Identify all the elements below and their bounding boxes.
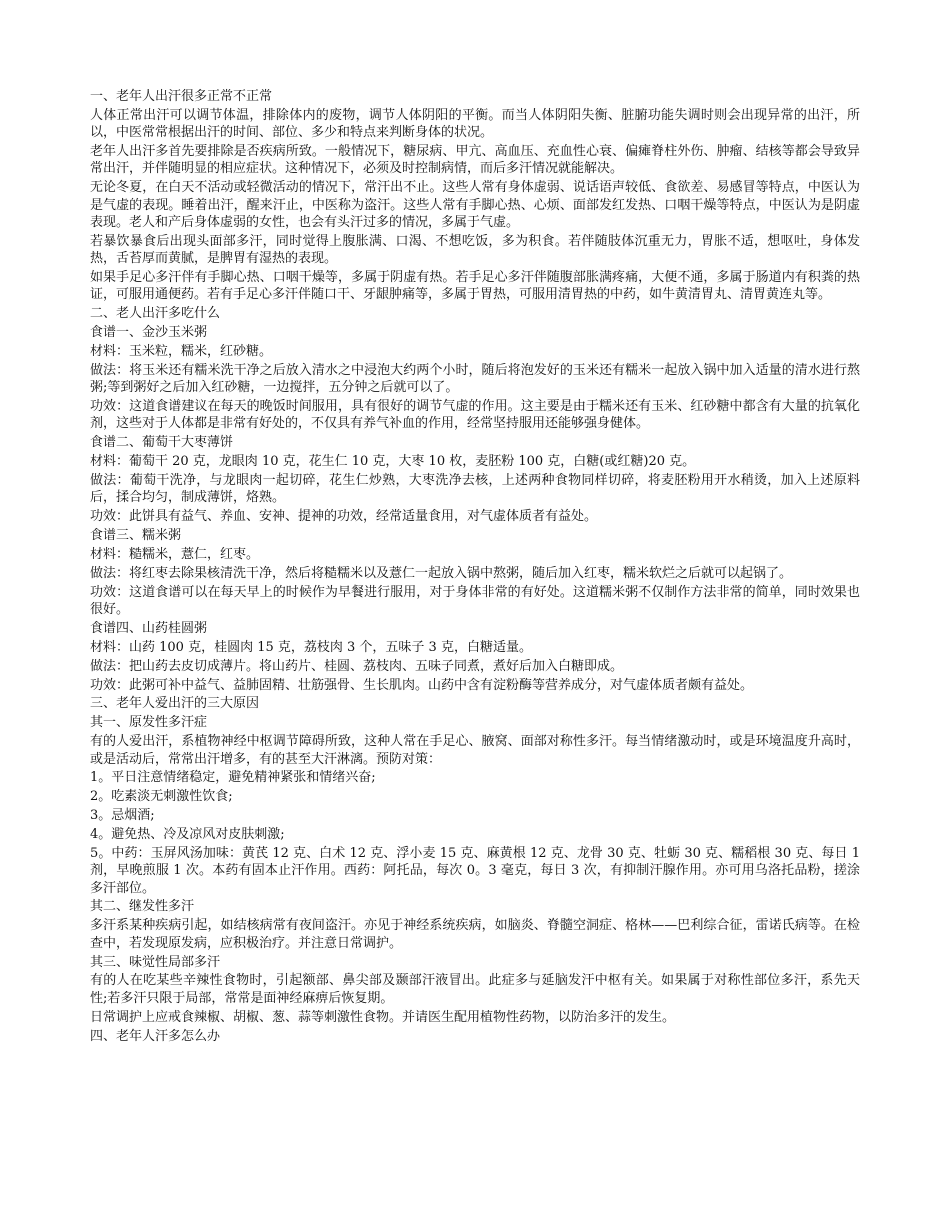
paragraph: 4。避免热、冷及凉风对皮肤刺激;: [90, 827, 285, 843]
paragraph: 日常调护上应戒食辣椒、胡椒、葱、蒜等刺激性食物。并请医生配用植物性药物，以防治多汗的发生。: [90, 1009, 676, 1025]
paragraph: 做法：葡萄干洗净，与龙眼肉一起切碎，花生仁炒熟，大枣洗净去核，上述两种食物同样切碎，将麦胚粉用开水稍烫，加入上述原料后，揉合均匀，制成薄饼，烙熟。: [90, 472, 860, 506]
paragraph: 多汗系某种疾病引起，如结核病常有夜间盗汗。亦见于神经系统疾病，如脑炎、脊髓空洞症、格林——巴利综合征，雷诺氏病等。在检查中，若发现原发病，应积极治疗。并注意日常调护。: [90, 918, 860, 951]
paragraph: 功效：这道食谱建议在每天的晚饭时间服用，具有很好的调节气虚的作用。这主要是由于糯米还有玉米、红砂糖中都含有大量的抗氧化剂，这些对于人体都是非常有好处的，不仅具有养气补血的作用，经常坚持服用还能够强身健体。: [90, 398, 860, 432]
paragraph: 若暴饮暴食后出现头面部多汗，同时觉得上腹胀满、口渴、不想吃饭，多为积食。若伴随肢体沉重无力，胃胀不适，想呕吐，身体发热，舌苔厚而黄腻，是脾胃有湿热的表现。: [90, 233, 860, 267]
paragraph: 食谱三、糯米粥: [90, 528, 182, 544]
paragraph: 其二、继发性多汗: [90, 899, 195, 915]
paragraph: 其三、味觉性局部多汗: [90, 954, 221, 970]
paragraph: 做法：将玉米还有糯米洗干净之后放入清水之中浸泡大约两个小时，随后将泡发好的玉米还有糯米一起放入锅中加入适量的清水进行熬粥;等到粥好之后加入红砂糖，一边搅拌，五分钟之后就可以了。: [90, 362, 860, 396]
paragraph: 一、老年人出汗很多正常不正常: [90, 89, 273, 104]
paragraph: 无论冬夏，在白天不活动或轻微活动的情况下，常汗出不止。这些人常有身体虚弱、说话语声较低、食欲差、易感冒等特点，中医认为是气虚的表现。睡着出汗，醒来汗止，中医称为盗汗。这些人常有手脚心热、心烦、面部发红发热、口咽干燥等特点，中医认为是阴虚表现。老人和产后身体虚弱的女性，也会有头汗过多的情况，多属于气虚。: [90, 180, 860, 230]
paragraph: 其一、原发性多汗症: [90, 715, 208, 731]
paragraph: 老年人出汗多首先要排除是否疾病所致。一般情况下，糖尿病、甲亢、高血压、充血性心衰、偏瘫脊柱外伤、肿瘤、结核等都会导致异常出汗，并伴随明显的相应症状。这种情况下，必须及时控制病情，而后多汗情况就能解决。: [90, 144, 860, 177]
paragraph: 食谱二、葡萄干大枣薄饼: [90, 435, 234, 451]
paragraph: 做法：把山药去皮切成薄片。将山药片、桂圆、荔枝肉、五味子同煮，煮好后加入白糖即成。: [90, 658, 624, 674]
document-body: [90, 88, 860, 1046]
paragraph: 二、老人出汗多吃什么: [90, 306, 221, 322]
paragraph: 3。忌烟酒;: [90, 808, 155, 824]
paragraph: 5。中药：玉屏风汤加味：黄芪 12 克、白术 12 克、浮小麦 15 克、麻黄根 12 克、龙骨 30 克、牡蛎 30 克、糯稻根 30 克、每日 1 剂，早晚煎服 1 次。本药有固本止汗作用。西药：阿托品，每次 0。3 毫克，每日 3 次，有抑制汗腺作用。亦可用乌洛托品粉，搓涂多汗部位。: [90, 845, 860, 896]
paragraph: 人体正常出汗可以调节体温，排除体内的废物，调节人体阴阳的平衡。而当人体阴阳失衡、脏腑功能失调时则会出现异常的出汗，所以，中医常常根据出汗的时间、部位、多少和特点来判断身体的状况。: [90, 107, 860, 141]
paragraph: 功效：此饼具有益气、养血、安神、提神的功效，经常适量食用，对气虚体质者有益处。: [90, 509, 598, 525]
paragraph: 材料：山药 100 克，桂圆肉 15 克，荔枝肉 3 个，五味子 3 克，白糖适量。: [90, 639, 532, 655]
paragraph: 材料：葡萄干 20 克，龙眼肉 10 克，花生仁 10 克，大枣 10 枚，麦胚粉 100 克，白糖(或红糖)20 克。: [90, 454, 696, 470]
paragraph: 三、老年人爱出汗的三大原因: [90, 696, 260, 712]
paragraph: 材料：玉米粒，糯米，红砂糖。: [90, 343, 273, 359]
paragraph: 做法：将红枣去除果核清洗干净，然后将糙糯米以及薏仁一起放入锅中熬粥，随后加入红枣，糯米软烂之后就可以起锅了。: [90, 565, 793, 581]
paragraph: 2。吃素淡无刺激性饮食;: [90, 789, 233, 805]
paragraph: 功效：此粥可补中益气、益肺固精、壮筋强骨、生长肌肉。山药中含有淀粉酶等营养成分，对气虚体质者颇有益处。: [90, 677, 754, 693]
paragraph: 1。平日注意情绪稳定，避免精神紧张和情绪兴奋;: [90, 770, 376, 786]
paragraph: 材料：糙糯米，薏仁，红枣。: [90, 546, 260, 562]
paragraph: 食谱四、山药桂圆粥: [90, 620, 208, 636]
paragraph: 四、老年人汗多怎么办: [90, 1028, 221, 1044]
paragraph: 有的人在吃某些辛辣性食物时，引起额部、鼻尖部及颞部汗液冒出。此症多与延脑发汗中枢有关。如果属于对称性部位多汗，系先天性;若多汗只限于局部，常常是面神经麻痹后恢复期。: [90, 973, 860, 1006]
paragraph: 功效：这道食谱可以在每天早上的时候作为早餐进行服用，对于身体非常的有好处。这道糯米粥不仅制作方法非常的简单，同时效果也很好。: [90, 584, 860, 617]
paragraph: 如果手足心多汗伴有手脚心热、口咽干燥等，多属于阴虚有热。若手足心多汗伴随腹部胀满疼痛，大便不通，多属于肠道内有积粪的热证，可服用通便药。若有手足心多汗伴随口干、牙龈肿痛等，多属于胃热，可服用清胃热的中药，如牛黄清胃丸、清胃黄连丸等。: [90, 269, 860, 303]
paragraph: 食谱一、金沙玉米粥: [90, 325, 208, 341]
paragraph: 有的人爱出汗，系植物神经中枢调节障碍所致，这种人常在手足心、腋窝、面部对称性多汗。每当情绪激动时，或是环境温度升高时，或是活动后，常常出汗增多，有的甚至大汗淋漓。预防对策：: [90, 734, 860, 767]
